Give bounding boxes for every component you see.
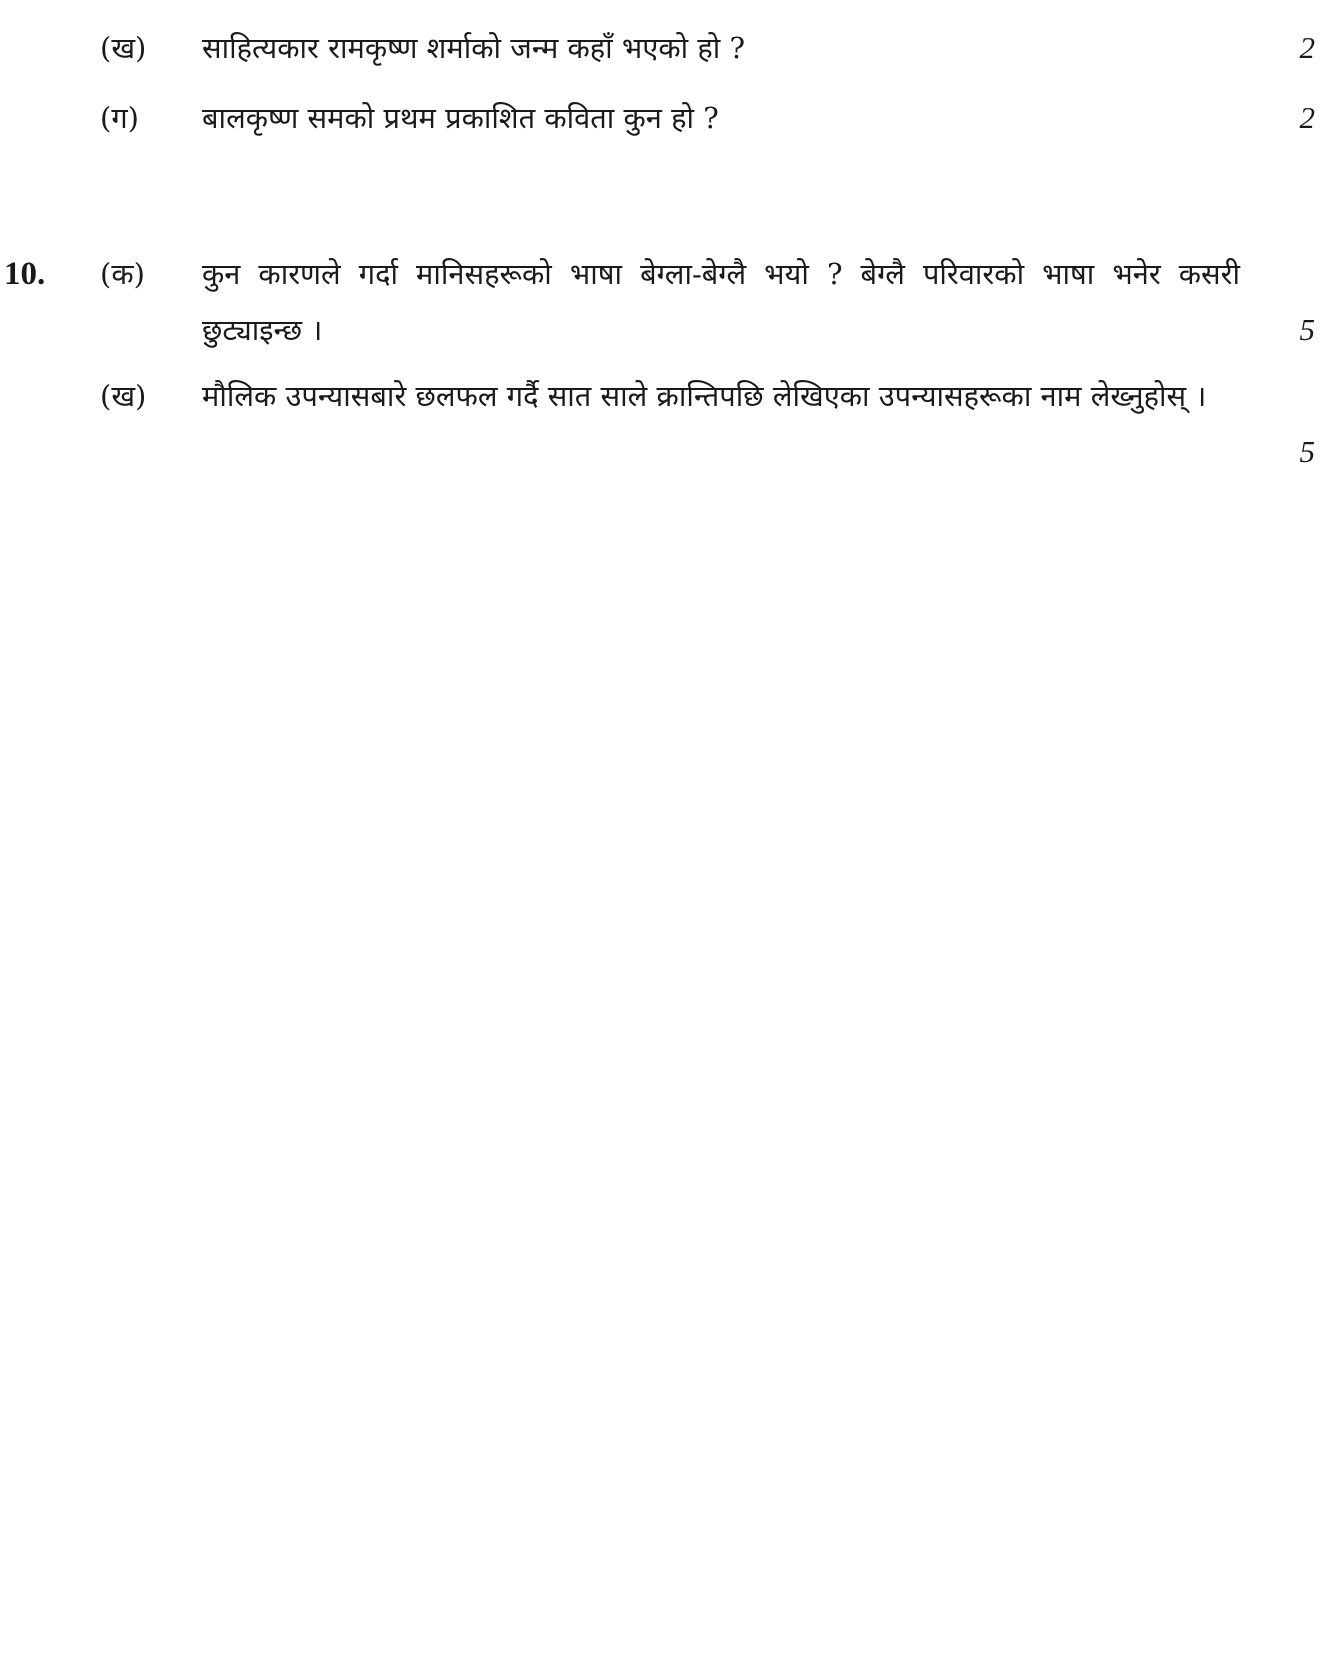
part-label: (ख) bbox=[100, 31, 147, 65]
part-text: मौलिक उपन्यासबारे छलफल गर्दै सात साले क्रान्तिपछि लेखिएका उपन्यासहरूका नाम लेख्नुहोस् । bbox=[202, 379, 1207, 413]
part-text: साहित्यकार रामकृष्ण शर्माको जन्म कहाँ भएको हो ? bbox=[202, 31, 746, 65]
marks: 2 bbox=[1299, 100, 1315, 135]
question-part-ka-10 bbox=[0, 246, 1323, 358]
marks: 5 bbox=[1299, 434, 1315, 469]
part-label: (ग) bbox=[100, 101, 139, 135]
part-text: कुन कारणले गर्दा मानिसहरूको भाषा बेग्ला-बेग्लै भयो ? बेग्लै परिवारको भाषा भनेर कसरी छुट्याइन्छ । bbox=[202, 257, 1240, 347]
marks: 5 bbox=[1299, 312, 1315, 347]
part-label: (क) bbox=[100, 257, 145, 291]
marks: 2 bbox=[1299, 30, 1315, 65]
question-part-kha-10 bbox=[0, 368, 1323, 480]
question-number: 10. bbox=[4, 256, 46, 292]
part-label: (ख) bbox=[100, 379, 147, 413]
question-part-ga-9 bbox=[0, 90, 1323, 146]
part-text: बालकृष्ण समको प्रथम प्रकाशित कविता कुन हो ? bbox=[202, 101, 719, 135]
question-part-kha-9 bbox=[0, 20, 1323, 76]
